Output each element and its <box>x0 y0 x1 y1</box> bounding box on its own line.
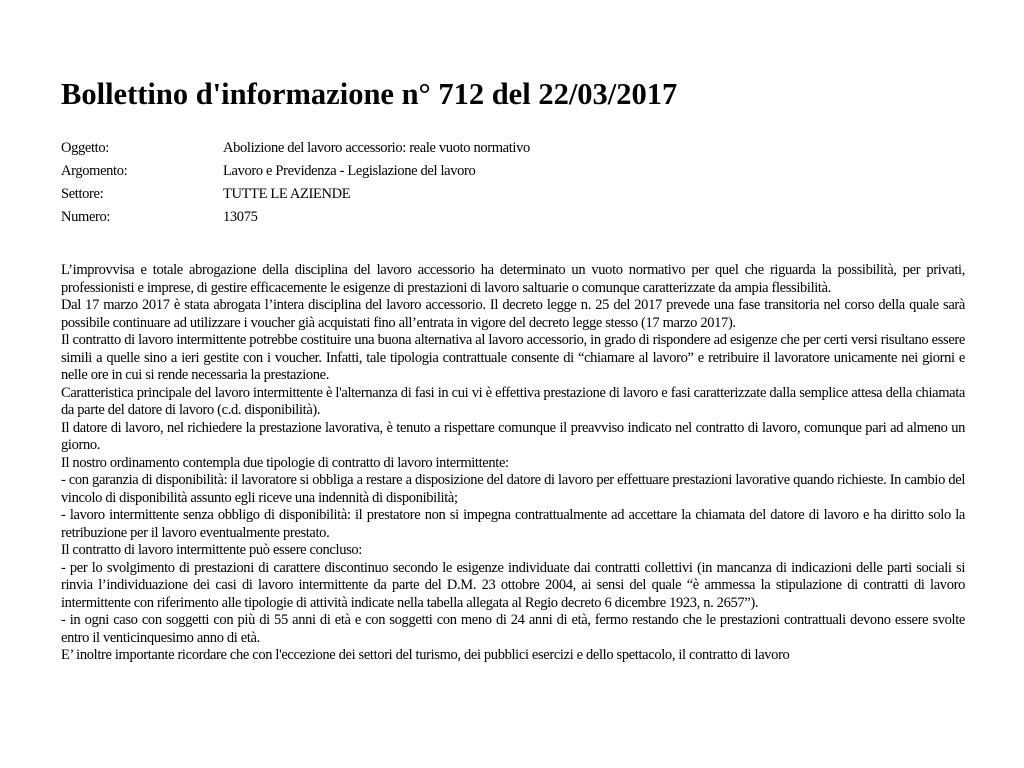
paragraph: Dal 17 marzo 2017 è stata abrogata l’intera disciplina del lavoro accessorio. Il decreto legge n. 25 del 2017 prevede una fase transitoria nel corso della quale sarà possibile continuare ad utilizzare i voucher già acquistati fino all’entrata in vigore del decreto legge stesso (17 marzo 2017). <box>61 297 965 331</box>
paragraph: Il nostro ordinamento contempla due tipologie di contratto di lavoro intermittente: <box>61 454 509 471</box>
meta-label: Oggetto: <box>61 140 109 156</box>
paragraph: E’ inoltre importante ricordare che con l'eccezione dei settori del turismo, dei pubblici esercizi e dello spettacolo, il contratto di lavoro <box>61 647 790 663</box>
meta-value: 13075 <box>223 209 258 225</box>
metadata-table <box>61 137 530 229</box>
paragraph: L’improvvisa e totale abrogazione della disciplina del lavoro accessorio ha determinato un vuoto normativo per quel che riguarda la possibilità, per privati, professionisti e imprese, di gestire efficacemente le esigenze di prestazioni di lavoro saltuarie o comunque caratterizzate da ampia flessibilità. <box>61 262 965 296</box>
list-item: - lavoro intermittente senza obbligo di disponibilità: il prestatore non si impegna contrattualmente ad accettare la chiamata del datore di lavoro e ha diritto solo la retribuzione per il lavoro eventualmente prestato. <box>61 507 965 541</box>
meta-label: Settore: <box>61 186 104 202</box>
meta-label: Argomento: <box>61 163 128 179</box>
page-title: Bollettino d'informazione n° 712 del 22/03/2017 <box>61 77 678 111</box>
list-item: - in ogni caso con soggetti con più di 55 anni di età e con soggetti con meno di 24 anni di età, fermo restando che le prestazioni contrattuali devono essere svolte entro il venticinquesimo anno di età. <box>61 612 965 646</box>
meta-value: Abolizione del lavoro accessorio: reale vuoto normativo <box>223 140 530 156</box>
paragraph: Il contratto di lavoro intermittente può essere concluso: <box>61 542 362 558</box>
meta-row-settore <box>61 183 530 206</box>
meta-row-oggetto <box>61 137 530 160</box>
paragraph: Il contratto di lavoro intermittente potrebbe costituire una buona alternativa al lavoro accessorio, in grado di rispondere ad esigenze che per certi versi risultano essere simili a quelle sino a ieri gestite con i voucher. Infatti, tale tipologia contrattuale consente di “chiamare al lavoro” e retribuire il lavoratore unicamente nei giorni e nelle ore in cui si rende necessaria la prestazione. <box>61 332 965 383</box>
list-item: - per lo svolgimento di prestazioni di carattere discontinuo secondo le esigenze individuate dai contratti collettivi (in mancanza di indicazioni delle parti sociali si rinvia l’individuazione dei casi di lavoro intermittente da parte del D.M. 23 ottobre 2004, ai sensi del quale “è ammessa la stipulazione di contratti di lavoro intermittente con riferimento alle tipologie di attività indicate nella tabella allegata al Regio decreto 6 dicembre 1923, n. 2657”). <box>61 559 965 611</box>
list-item: - con garanzia di disponibilità: il lavoratore si obbliga a restare a disposizione del datore di lavoro per effettuare prestazioni lavorative quando richieste. In cambio del vincolo di disponibilità assunto egli riceve una indennità di disponibilità; <box>61 472 965 506</box>
paragraph: Il datore di lavoro, nel richiedere la prestazione lavorativa, è tenuto a rispettare comunque il preavviso indicato nel contratto di lavoro, comunque pari ad almeno un giorno. <box>61 419 965 453</box>
paragraph: Caratteristica principale del lavoro intermittente è l'alternanza di fasi in cui vi è effettiva prestazione di lavoro e fasi caratterizzate dalla semplice attesa della chiamata da parte del datore di lavoro (c.d. disponibilità). <box>61 384 965 418</box>
meta-row-argomento <box>61 160 530 183</box>
meta-row-numero <box>61 206 530 229</box>
meta-label: Numero: <box>61 209 111 225</box>
meta-value: Lavoro e Previdenza - Legislazione del lavoro <box>223 163 476 179</box>
article-body <box>61 262 965 665</box>
meta-value: TUTTE LE AZIENDE <box>223 186 351 202</box>
